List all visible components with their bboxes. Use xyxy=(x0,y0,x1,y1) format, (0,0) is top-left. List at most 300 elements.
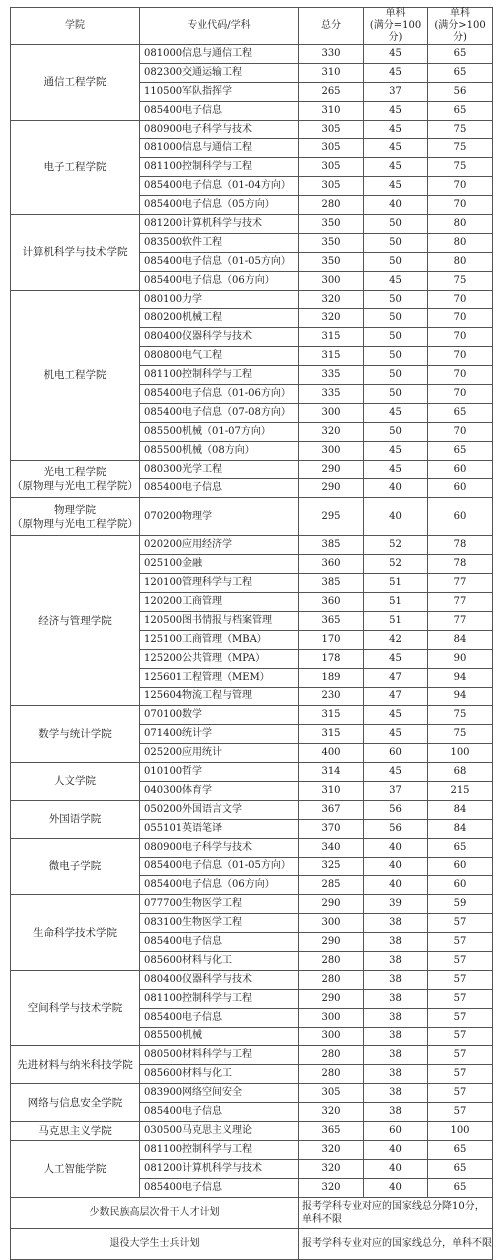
school-cell xyxy=(11,1046,140,1084)
single-100-score-cell: 40 xyxy=(364,196,428,215)
major-cell xyxy=(140,479,299,498)
single-100-score-cell: 50 xyxy=(364,309,428,328)
major-cell xyxy=(140,857,299,876)
major-code: 080900 xyxy=(144,841,183,853)
table-row xyxy=(11,45,493,64)
major-code: 085600 xyxy=(144,954,183,966)
major-name: 电子信息（01-04方向） xyxy=(182,180,291,192)
school-name: 物理学院 xyxy=(54,503,96,516)
total-score-cell: 305 xyxy=(299,1084,364,1103)
major-name: 体育学 xyxy=(182,784,212,796)
major-name: 机械工程 xyxy=(182,312,222,324)
single-100-score-cell: 45 xyxy=(364,763,428,782)
major-cell xyxy=(140,63,299,82)
major-code: 080400 xyxy=(144,331,183,343)
total-score-cell: 300 xyxy=(299,1008,364,1027)
major-code: 083900 xyxy=(144,1087,183,1099)
school-name: 空间科学与技术学院 xyxy=(27,1002,123,1015)
header-total xyxy=(299,8,364,45)
total-score-cell: 280 xyxy=(299,1046,364,1065)
single-150-score-cell: 70 xyxy=(428,328,493,347)
single-150-score-cell: 84 xyxy=(428,800,493,819)
major-code: 085400 xyxy=(144,180,183,192)
school-name: 机电工程学院 xyxy=(43,369,107,382)
major-name: 外国语言文学 xyxy=(182,803,242,815)
single-100-score-cell: 52 xyxy=(364,555,428,574)
total-score-cell: 265 xyxy=(299,82,364,101)
major-code: 125601 xyxy=(144,671,183,683)
single-150-score-cell: 57 xyxy=(428,1084,493,1103)
single-150-score-cell: 57 xyxy=(428,1027,493,1046)
major-code: 085500 xyxy=(144,444,183,456)
single-150-score-cell: 56 xyxy=(428,82,493,101)
major-name: 英语笔译 xyxy=(182,822,222,834)
school-cell xyxy=(11,1140,140,1197)
single-100-score-cell: 50 xyxy=(364,347,428,366)
table-row xyxy=(11,536,493,555)
school-cell xyxy=(11,1084,140,1122)
single-150-score-cell: 90 xyxy=(428,649,493,668)
special-plan-note: 报考学科专业对应的国家线总分，单科不限 xyxy=(299,1228,493,1259)
major-code: 081000 xyxy=(144,47,183,59)
school-name: 人文学院 xyxy=(54,775,96,788)
major-cell xyxy=(140,536,299,555)
major-name: 应用经济学 xyxy=(182,539,232,551)
single-150-score-cell: 70 xyxy=(428,347,493,366)
major-code: 080300 xyxy=(144,463,183,475)
major-code: 083100 xyxy=(144,917,183,929)
header-single-150-line1: 单科 xyxy=(450,8,470,19)
major-name: 电子信息 xyxy=(182,482,222,494)
single-100-score-cell: 50 xyxy=(364,233,428,252)
single-100-score-cell: 45 xyxy=(364,460,428,479)
school-cell xyxy=(11,45,140,121)
single-100-score-cell: 50 xyxy=(364,422,428,441)
single-100-score-cell: 37 xyxy=(364,82,428,101)
single-150-score-cell: 215 xyxy=(428,781,493,800)
total-score-cell: 285 xyxy=(299,876,364,895)
major-code: 080900 xyxy=(144,123,183,135)
single-150-score-cell: 75 xyxy=(428,706,493,725)
single-100-score-cell: 47 xyxy=(364,668,428,687)
major-name: 应用统计 xyxy=(182,747,222,759)
school-cell xyxy=(11,536,140,706)
single-150-score-cell: 100 xyxy=(428,1121,493,1140)
major-code: 010100 xyxy=(144,766,183,777)
major-name: 电气工程 xyxy=(182,350,222,362)
major-code: 055101 xyxy=(144,822,183,834)
single-150-score-cell: 70 xyxy=(428,196,493,215)
major-code: 085400 xyxy=(144,879,183,891)
major-cell xyxy=(140,252,299,271)
single-100-score-cell: 51 xyxy=(364,574,428,593)
major-name: 材料与化工 xyxy=(182,954,232,966)
school-cell xyxy=(11,120,140,214)
table-row xyxy=(11,215,493,234)
school-cell xyxy=(11,290,140,460)
school-name: 外国语学院 xyxy=(48,813,102,826)
major-cell xyxy=(140,441,299,460)
major-cell xyxy=(140,1065,299,1084)
single-100-score-cell: 45 xyxy=(364,271,428,290)
header-row xyxy=(11,8,493,45)
total-score-cell: 290 xyxy=(299,895,364,914)
major-cell xyxy=(140,82,299,101)
single-100-score-cell: 38 xyxy=(364,1084,428,1103)
single-150-score-cell: 75 xyxy=(428,725,493,744)
total-score-cell: 310 xyxy=(299,101,364,120)
school-name: 计算机科学与技术学院 xyxy=(22,246,128,259)
single-150-score-cell: 65 xyxy=(428,403,493,422)
major-code: 080100 xyxy=(144,293,183,305)
school-cell xyxy=(11,970,140,1046)
major-name: 军队指挥学 xyxy=(182,85,232,97)
major-name: 计算机科学与技术 xyxy=(182,1162,262,1174)
school-cell xyxy=(11,215,140,291)
major-cell xyxy=(140,574,299,593)
single-100-score-cell: 39 xyxy=(364,895,428,914)
single-150-score-cell: 57 xyxy=(428,1008,493,1027)
single-150-score-cell: 77 xyxy=(428,611,493,630)
school-cell xyxy=(11,706,140,763)
single-100-score-cell: 38 xyxy=(364,951,428,970)
table-row xyxy=(11,290,493,309)
major-code: 085500 xyxy=(144,425,183,437)
major-code: 071400 xyxy=(144,728,183,740)
major-name: 电子信息 xyxy=(182,936,222,948)
school-name: 数学与统计学院 xyxy=(38,728,112,741)
header-single-100-line1: 单科 xyxy=(385,8,406,19)
total-score-cell: 189 xyxy=(299,668,364,687)
single-150-score-cell: 57 xyxy=(428,989,493,1008)
major-code: 120100 xyxy=(144,577,183,589)
single-100-score-cell: 50 xyxy=(364,366,428,385)
single-150-score-cell: 75 xyxy=(428,271,493,290)
major-name: 电子信息（01-05方向） xyxy=(182,255,291,267)
major-code: 040300 xyxy=(144,784,183,796)
major-cell xyxy=(140,158,299,177)
major-cell xyxy=(140,290,299,309)
major-code: 081100 xyxy=(144,161,183,173)
total-score-cell: 320 xyxy=(299,309,364,328)
major-code: 081100 xyxy=(144,369,183,381)
single-150-score-cell: 65 xyxy=(428,1178,493,1197)
major-code: 120500 xyxy=(144,614,183,626)
table-row xyxy=(11,895,493,914)
major-name: 网络空间安全 xyxy=(182,1087,242,1099)
major-code: 085400 xyxy=(144,406,183,418)
major-cell xyxy=(140,1027,299,1046)
single-100-score-cell: 40 xyxy=(364,479,428,498)
table-row xyxy=(11,498,493,536)
single-150-score-cell: 70 xyxy=(428,422,493,441)
major-name: 机械（08方向） xyxy=(182,444,255,456)
single-100-score-cell: 56 xyxy=(364,800,428,819)
major-cell xyxy=(140,366,299,385)
single-100-score-cell: 45 xyxy=(364,441,428,460)
table-row xyxy=(11,1121,493,1140)
single-100-score-cell: 38 xyxy=(364,1046,428,1065)
single-100-score-cell: 60 xyxy=(364,1121,428,1140)
header-major-label: 专业代码/学科 xyxy=(187,20,251,31)
table-row xyxy=(11,970,493,989)
major-name: 工程管理（MEM） xyxy=(182,671,270,683)
major-cell xyxy=(140,233,299,252)
major-cell xyxy=(140,422,299,441)
major-name: 光学工程 xyxy=(182,463,222,475)
total-score-cell: 300 xyxy=(299,441,364,460)
single-150-score-cell: 80 xyxy=(428,233,493,252)
single-150-score-cell: 57 xyxy=(428,1046,493,1065)
single-100-score-cell: 40 xyxy=(364,1159,428,1178)
single-100-score-cell: 50 xyxy=(364,290,428,309)
major-cell xyxy=(140,196,299,215)
major-code: 025200 xyxy=(144,747,183,759)
major-cell xyxy=(140,101,299,120)
single-150-score-cell: 68 xyxy=(428,763,493,782)
school-name: 先进材料与纳米科技学院 xyxy=(17,1058,133,1071)
total-score-cell: 320 xyxy=(299,290,364,309)
major-name: 控制科学与工程 xyxy=(182,1143,252,1155)
major-code: 081100 xyxy=(144,992,183,1004)
school-name: 人工智能学院 xyxy=(43,1162,107,1175)
single-150-score-cell: 77 xyxy=(428,574,493,593)
total-score-cell: 320 xyxy=(299,422,364,441)
major-cell xyxy=(140,706,299,725)
single-100-score-cell: 40 xyxy=(364,838,428,857)
major-cell xyxy=(140,611,299,630)
single-150-score-cell: 60 xyxy=(428,460,493,479)
major-name: 材料与化工 xyxy=(182,1068,232,1080)
single-150-score-cell: 78 xyxy=(428,536,493,555)
school-cell xyxy=(11,895,140,971)
special-plan-row xyxy=(11,1228,493,1259)
major-name: 生物医学工程 xyxy=(182,917,242,929)
major-name: 机械 xyxy=(182,1030,202,1042)
single-100-score-cell: 38 xyxy=(364,914,428,933)
school-name: 微电子学院 xyxy=(48,860,102,873)
major-cell xyxy=(140,1084,299,1103)
single-100-score-cell: 52 xyxy=(364,536,428,555)
total-score-cell: 335 xyxy=(299,366,364,385)
major-cell xyxy=(140,460,299,479)
single-100-score-cell: 60 xyxy=(364,744,428,763)
major-name: 仪器科学与技术 xyxy=(182,973,252,985)
single-150-score-cell: 77 xyxy=(428,593,493,612)
major-name: 电子信息（07-08方向） xyxy=(182,406,291,418)
single-100-score-cell: 51 xyxy=(364,611,428,630)
total-score-cell: 315 xyxy=(299,725,364,744)
major-name: 力学 xyxy=(182,293,202,305)
single-150-score-cell: 75 xyxy=(428,120,493,139)
total-score-cell: 314 xyxy=(299,763,364,782)
single-150-score-cell: 60 xyxy=(428,479,493,498)
single-150-score-cell: 57 xyxy=(428,970,493,989)
major-cell xyxy=(140,895,299,914)
major-name: 管理科学与工程 xyxy=(182,577,252,589)
major-cell xyxy=(140,1046,299,1065)
total-score-cell: 290 xyxy=(299,989,364,1008)
single-150-score-cell: 84 xyxy=(428,819,493,838)
total-score-cell: 280 xyxy=(299,951,364,970)
total-score-cell: 280 xyxy=(299,196,364,215)
single-150-score-cell: 75 xyxy=(428,139,493,158)
single-150-score-cell: 70 xyxy=(428,309,493,328)
major-code: 070100 xyxy=(144,709,183,721)
school-cell xyxy=(11,800,140,838)
table-row xyxy=(11,838,493,857)
total-score-cell: 170 xyxy=(299,630,364,649)
major-name: 工商管理（MBA） xyxy=(182,633,267,645)
major-code: 085400 xyxy=(144,1011,183,1023)
single-150-score-cell: 57 xyxy=(428,951,493,970)
total-score-cell: 305 xyxy=(299,139,364,158)
single-100-score-cell: 50 xyxy=(364,328,428,347)
major-name: 软件工程 xyxy=(182,236,222,248)
major-name: 电子科学与技术 xyxy=(182,123,252,135)
major-cell xyxy=(140,403,299,422)
major-code: 081200 xyxy=(144,217,183,229)
school-name: 电子工程学院 xyxy=(43,161,107,174)
table-row xyxy=(11,800,493,819)
single-100-score-cell: 51 xyxy=(364,593,428,612)
single-150-score-cell: 57 xyxy=(428,914,493,933)
major-cell xyxy=(140,593,299,612)
total-score-cell: 290 xyxy=(299,460,364,479)
school-name: 马克思主义学院 xyxy=(38,1124,112,1137)
major-name: 哲学 xyxy=(182,766,202,777)
special-plan-row xyxy=(11,1197,493,1228)
major-code: 120200 xyxy=(144,595,183,607)
total-score-cell: 300 xyxy=(299,271,364,290)
single-100-score-cell: 38 xyxy=(364,1103,428,1122)
total-score-cell: 350 xyxy=(299,233,364,252)
major-name: 电子信息（01-06方向） xyxy=(182,387,291,399)
school-cell xyxy=(11,460,140,498)
single-100-score-cell: 45 xyxy=(364,403,428,422)
header-single-100-line2: (满分=100分) xyxy=(369,20,422,43)
single-100-score-cell: 45 xyxy=(364,649,428,668)
total-score-cell: 335 xyxy=(299,385,364,404)
special-plan-label: 少数民族高层次骨干人才计划 xyxy=(11,1197,299,1228)
header-single-150 xyxy=(428,8,493,45)
single-100-score-cell: 50 xyxy=(364,215,428,234)
major-code: 125200 xyxy=(144,652,183,664)
single-100-score-cell: 40 xyxy=(364,1178,428,1197)
major-name: 控制科学与工程 xyxy=(182,369,252,381)
table-row xyxy=(11,460,493,479)
major-code: 081200 xyxy=(144,1162,183,1174)
major-cell xyxy=(140,1121,299,1140)
single-100-score-cell: 37 xyxy=(364,781,428,800)
total-score-cell: 290 xyxy=(299,933,364,952)
school-name: 通信工程学院 xyxy=(43,76,107,89)
major-cell xyxy=(140,1008,299,1027)
single-150-score-cell: 100 xyxy=(428,744,493,763)
total-score-cell: 370 xyxy=(299,819,364,838)
major-name: 物流工程与管理 xyxy=(182,690,252,702)
major-name: 机械（01-07方向） xyxy=(182,425,271,437)
major-cell xyxy=(140,744,299,763)
total-score-cell: 305 xyxy=(299,177,364,196)
total-score-cell: 300 xyxy=(299,1027,364,1046)
total-score-cell: 300 xyxy=(299,914,364,933)
major-code: 080400 xyxy=(144,973,183,985)
single-100-score-cell: 45 xyxy=(364,706,428,725)
single-150-score-cell: 94 xyxy=(428,687,493,706)
table-body xyxy=(11,45,493,1260)
single-150-score-cell: 78 xyxy=(428,555,493,574)
major-cell xyxy=(140,309,299,328)
total-score-cell: 295 xyxy=(299,498,364,536)
single-150-score-cell: 65 xyxy=(428,45,493,64)
major-code: 085600 xyxy=(144,1068,183,1080)
major-cell xyxy=(140,347,299,366)
single-150-score-cell: 70 xyxy=(428,385,493,404)
single-150-score-cell: 65 xyxy=(428,101,493,120)
major-code: 080200 xyxy=(144,312,183,324)
major-cell xyxy=(140,914,299,933)
major-code: 081000 xyxy=(144,142,183,154)
major-code: 083500 xyxy=(144,236,183,248)
major-name: 电子科学与技术 xyxy=(182,841,252,853)
single-150-score-cell: 59 xyxy=(428,895,493,914)
school-name: 经济与管理学院 xyxy=(38,614,112,627)
major-cell xyxy=(140,970,299,989)
total-score-cell: 280 xyxy=(299,970,364,989)
major-code: 070200 xyxy=(144,510,183,522)
major-cell xyxy=(140,763,299,782)
major-cell xyxy=(140,819,299,838)
major-code: 085400 xyxy=(144,104,183,116)
major-code: 085400 xyxy=(144,936,183,948)
table-row xyxy=(11,763,493,782)
major-name: 统计学 xyxy=(182,728,212,740)
total-score-cell: 330 xyxy=(299,45,364,64)
major-cell xyxy=(140,385,299,404)
header-total-label: 总分 xyxy=(321,20,341,31)
major-name: 图书情报与档案管理 xyxy=(182,614,272,626)
major-cell xyxy=(140,45,299,64)
special-plan-label: 退役大学生士兵计划 xyxy=(11,1228,299,1259)
single-150-score-cell: 80 xyxy=(428,252,493,271)
header-major xyxy=(140,8,299,45)
major-cell xyxy=(140,1140,299,1159)
major-cell xyxy=(140,271,299,290)
major-cell xyxy=(140,725,299,744)
single-100-score-cell: 40 xyxy=(364,876,428,895)
major-code: 085400 xyxy=(144,199,183,211)
total-score-cell: 325 xyxy=(299,857,364,876)
table-row xyxy=(11,1046,493,1065)
total-score-cell: 400 xyxy=(299,744,364,763)
single-150-score-cell: 65 xyxy=(428,1159,493,1178)
major-code: 080500 xyxy=(144,1049,183,1061)
total-score-cell: 365 xyxy=(299,1121,364,1140)
major-code: 081100 xyxy=(144,1143,183,1155)
single-100-score-cell: 45 xyxy=(364,177,428,196)
school-former-name: （原物理与光电工程学院） xyxy=(12,517,138,530)
single-150-score-cell: 65 xyxy=(428,838,493,857)
single-150-score-cell: 60 xyxy=(428,498,493,536)
major-name: 电子信息 xyxy=(182,1106,222,1118)
major-name: 金融 xyxy=(182,558,202,570)
single-100-score-cell: 45 xyxy=(364,158,428,177)
major-cell xyxy=(140,781,299,800)
major-name: 信息与通信工程 xyxy=(182,142,252,154)
header-single-150-line2: (满分>100分) xyxy=(434,20,486,43)
single-150-score-cell: 70 xyxy=(428,177,493,196)
